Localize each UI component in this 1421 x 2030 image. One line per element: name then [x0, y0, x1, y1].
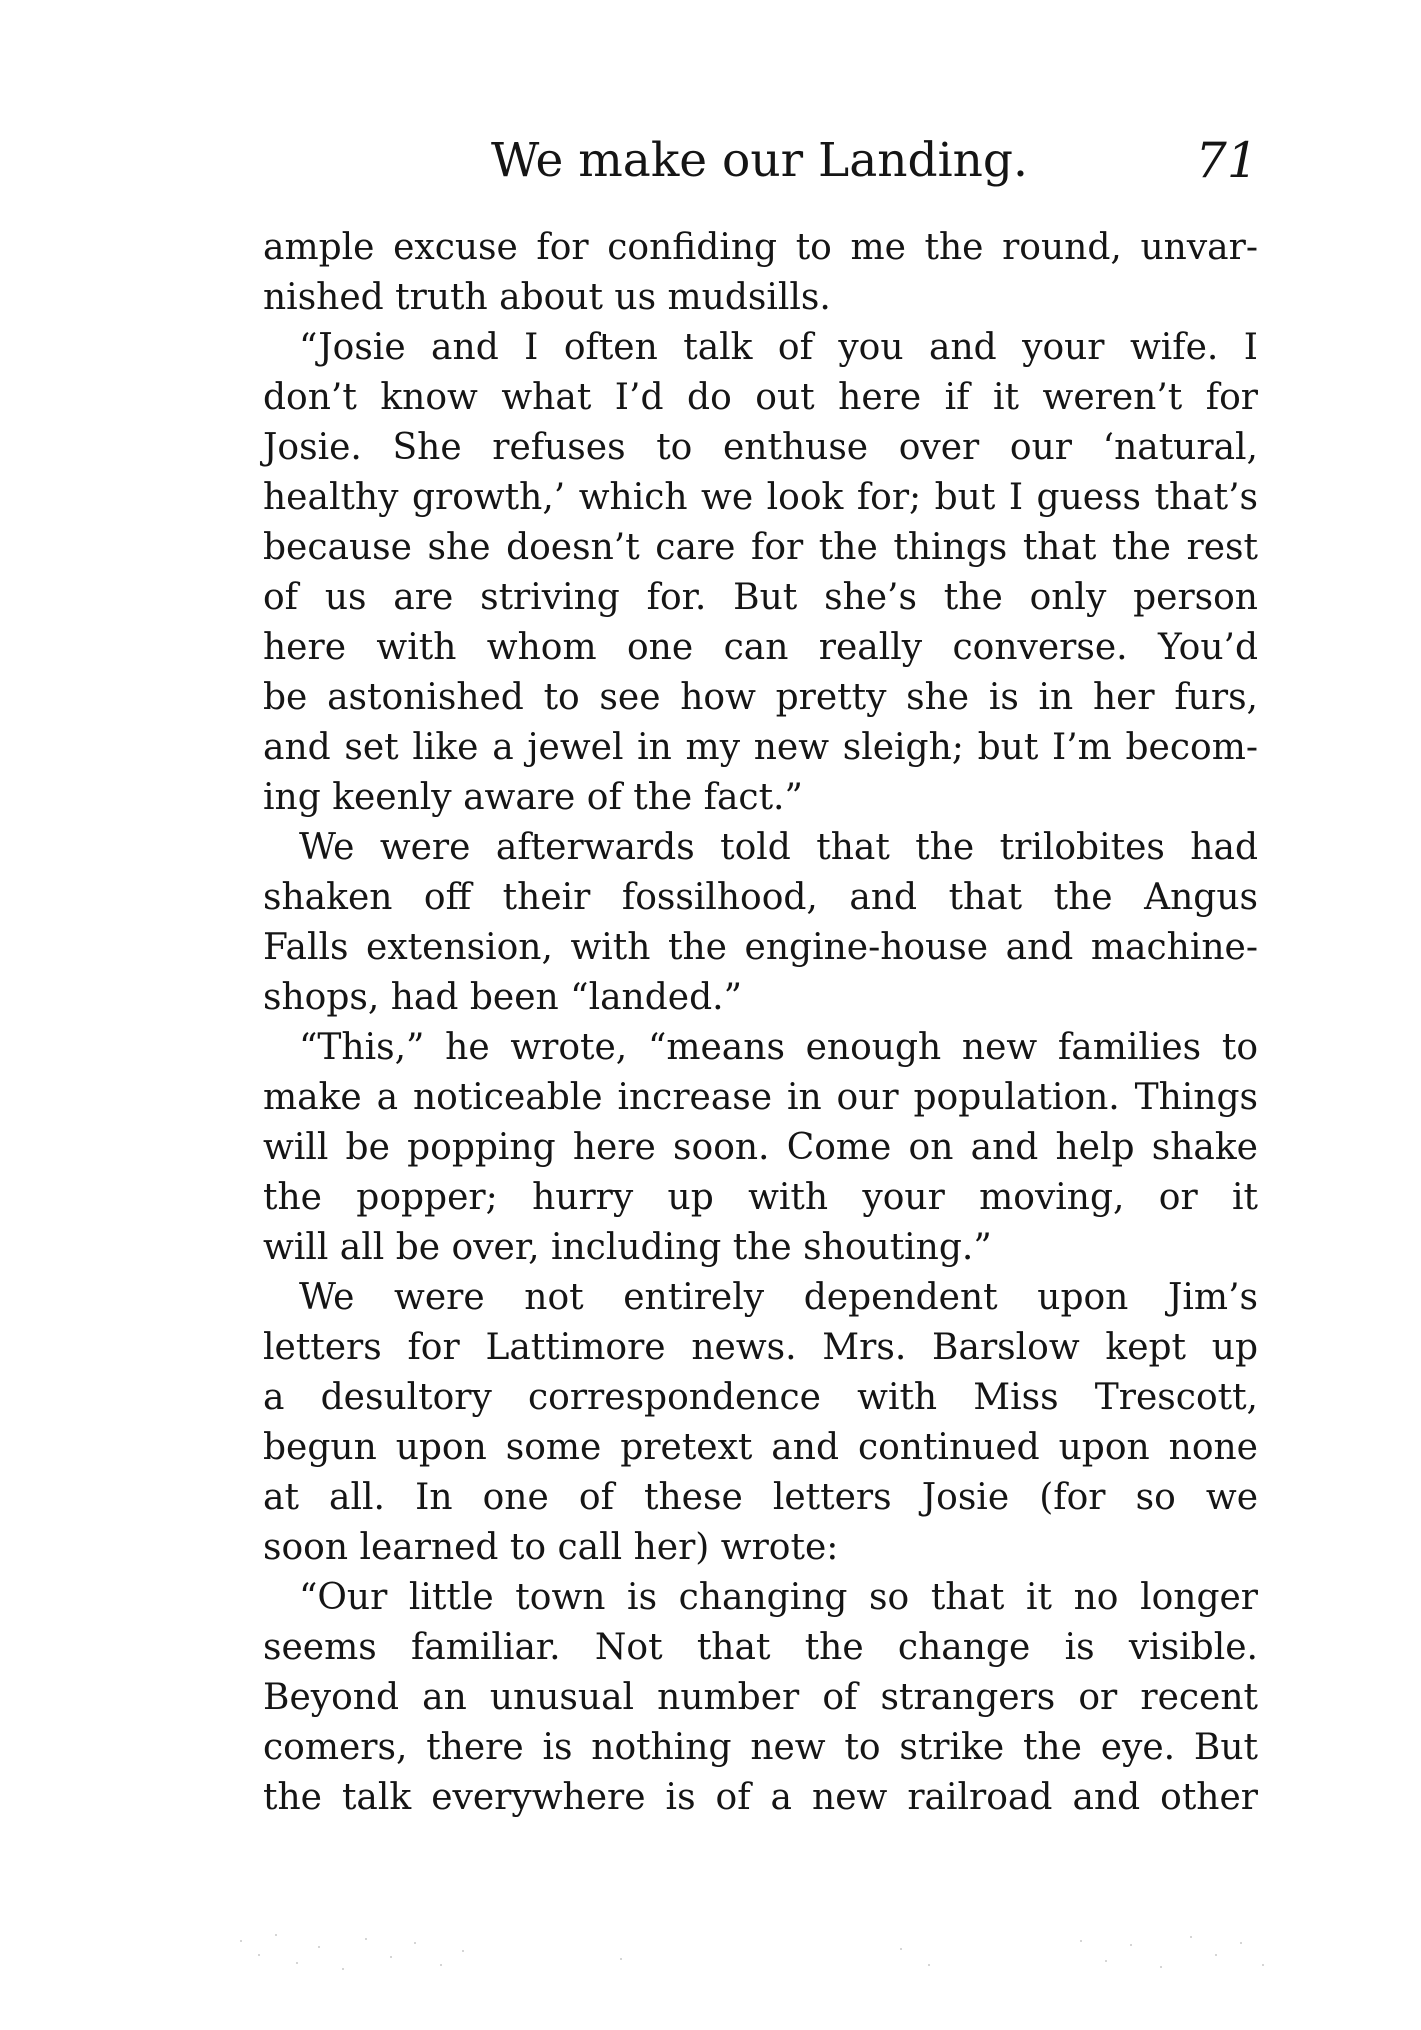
running-header	[263, 128, 1258, 194]
scan-speck	[1080, 1940, 1082, 1942]
scan-speck	[620, 1958, 622, 1960]
text-line: shops, had been “landed.”	[263, 977, 742, 1018]
text-line: the talk everywhere is of a new railroad and other	[263, 1777, 1258, 1818]
scan-speck	[1130, 1944, 1132, 1946]
text-line: at all. In one of these letters Josie (for so we	[263, 1477, 1258, 1518]
text-line: of us are striving for. But she’s the only person	[263, 577, 1258, 618]
scan-speck	[1262, 1964, 1264, 1966]
text-line: make a noticeable increase in our population. Things	[263, 1077, 1258, 1118]
text-line: be astonished to see how pretty she is in her furs,	[263, 677, 1258, 718]
text-line: ample excuse for confiding to me the round, unvar-	[263, 227, 1258, 268]
scan-speck	[440, 1964, 442, 1966]
text-line: seems familiar. Not that the change is visible.	[263, 1627, 1258, 1668]
scan-speck	[1105, 1960, 1107, 1962]
scan-noise	[200, 1920, 1380, 1990]
scan-speck	[1190, 1936, 1192, 1938]
text-line: Josie. She refuses to enthuse over our ‘natural,	[263, 427, 1258, 468]
scan-speck	[462, 1950, 464, 1952]
text-line: healthy growth,’ which we look for; but I guess that’s	[263, 477, 1258, 518]
scan-speck	[928, 1964, 930, 1966]
text-line: will be popping here soon. Come on and help shake	[263, 1127, 1258, 1168]
scan-speck	[1240, 1942, 1242, 1944]
text-line: “Josie and I often talk of you and your wife. I	[299, 327, 1258, 368]
body-text	[263, 223, 1258, 1823]
text-line: We were afterwards told that the trilobites had	[299, 827, 1258, 868]
text-line: “Our little town is changing so that it no longer	[299, 1577, 1258, 1618]
running-title: We make our Landing.	[491, 133, 1028, 188]
text-line: the popper; hurry up with your moving, or it	[263, 1177, 1258, 1218]
text-line: a desultory correspondence with Miss Trescott,	[263, 1377, 1258, 1418]
text-line: Beyond an unusual number of strangers or recent	[263, 1677, 1258, 1718]
scan-speck	[900, 1948, 902, 1950]
text-line: Falls extension, with the engine-house and machine-	[263, 927, 1258, 968]
scan-speck	[296, 1962, 298, 1964]
text-line: and set like a jewel in my new sleigh; but I’m becom-	[263, 727, 1258, 768]
text-line: We were not entirely dependent upon Jim’s	[299, 1277, 1258, 1318]
scan-speck	[318, 1946, 320, 1948]
scan-speck	[1160, 1966, 1162, 1968]
text-line: nished truth about us mudsills.	[263, 277, 831, 318]
page-number: 71	[1195, 132, 1258, 189]
text-line: letters for Lattimore news. Mrs. Barslow kept up	[263, 1327, 1258, 1368]
text-line: comers, there is nothing new to strike the eye. But	[263, 1727, 1258, 1768]
scan-speck	[1215, 1954, 1217, 1956]
scan-speck	[342, 1968, 344, 1970]
text-line: because she doesn’t care for the things that the rest	[263, 527, 1258, 568]
text-line: ing keenly aware of the fact.”	[263, 777, 803, 818]
text-line: will all be over, including the shouting.”	[263, 1227, 992, 1268]
text-line: soon learned to call her) wrote:	[263, 1527, 839, 1568]
text-line: begun upon some pretext and continued upon none	[263, 1427, 1258, 1468]
text-line: “This,” he wrote, “means enough new families to	[299, 1027, 1258, 1068]
scan-speck	[390, 1956, 392, 1958]
text-line: don’t know what I’d do out here if it weren’t for	[263, 377, 1258, 418]
scan-speck	[414, 1942, 416, 1944]
scan-speck	[240, 1940, 242, 1942]
scan-speck	[275, 1934, 277, 1936]
text-line: here with whom one can really converse. You’d	[263, 627, 1258, 668]
scan-speck	[258, 1954, 260, 1956]
text-line: shaken off their fossilhood, and that the Angus	[263, 877, 1258, 918]
scan-speck	[365, 1938, 367, 1940]
